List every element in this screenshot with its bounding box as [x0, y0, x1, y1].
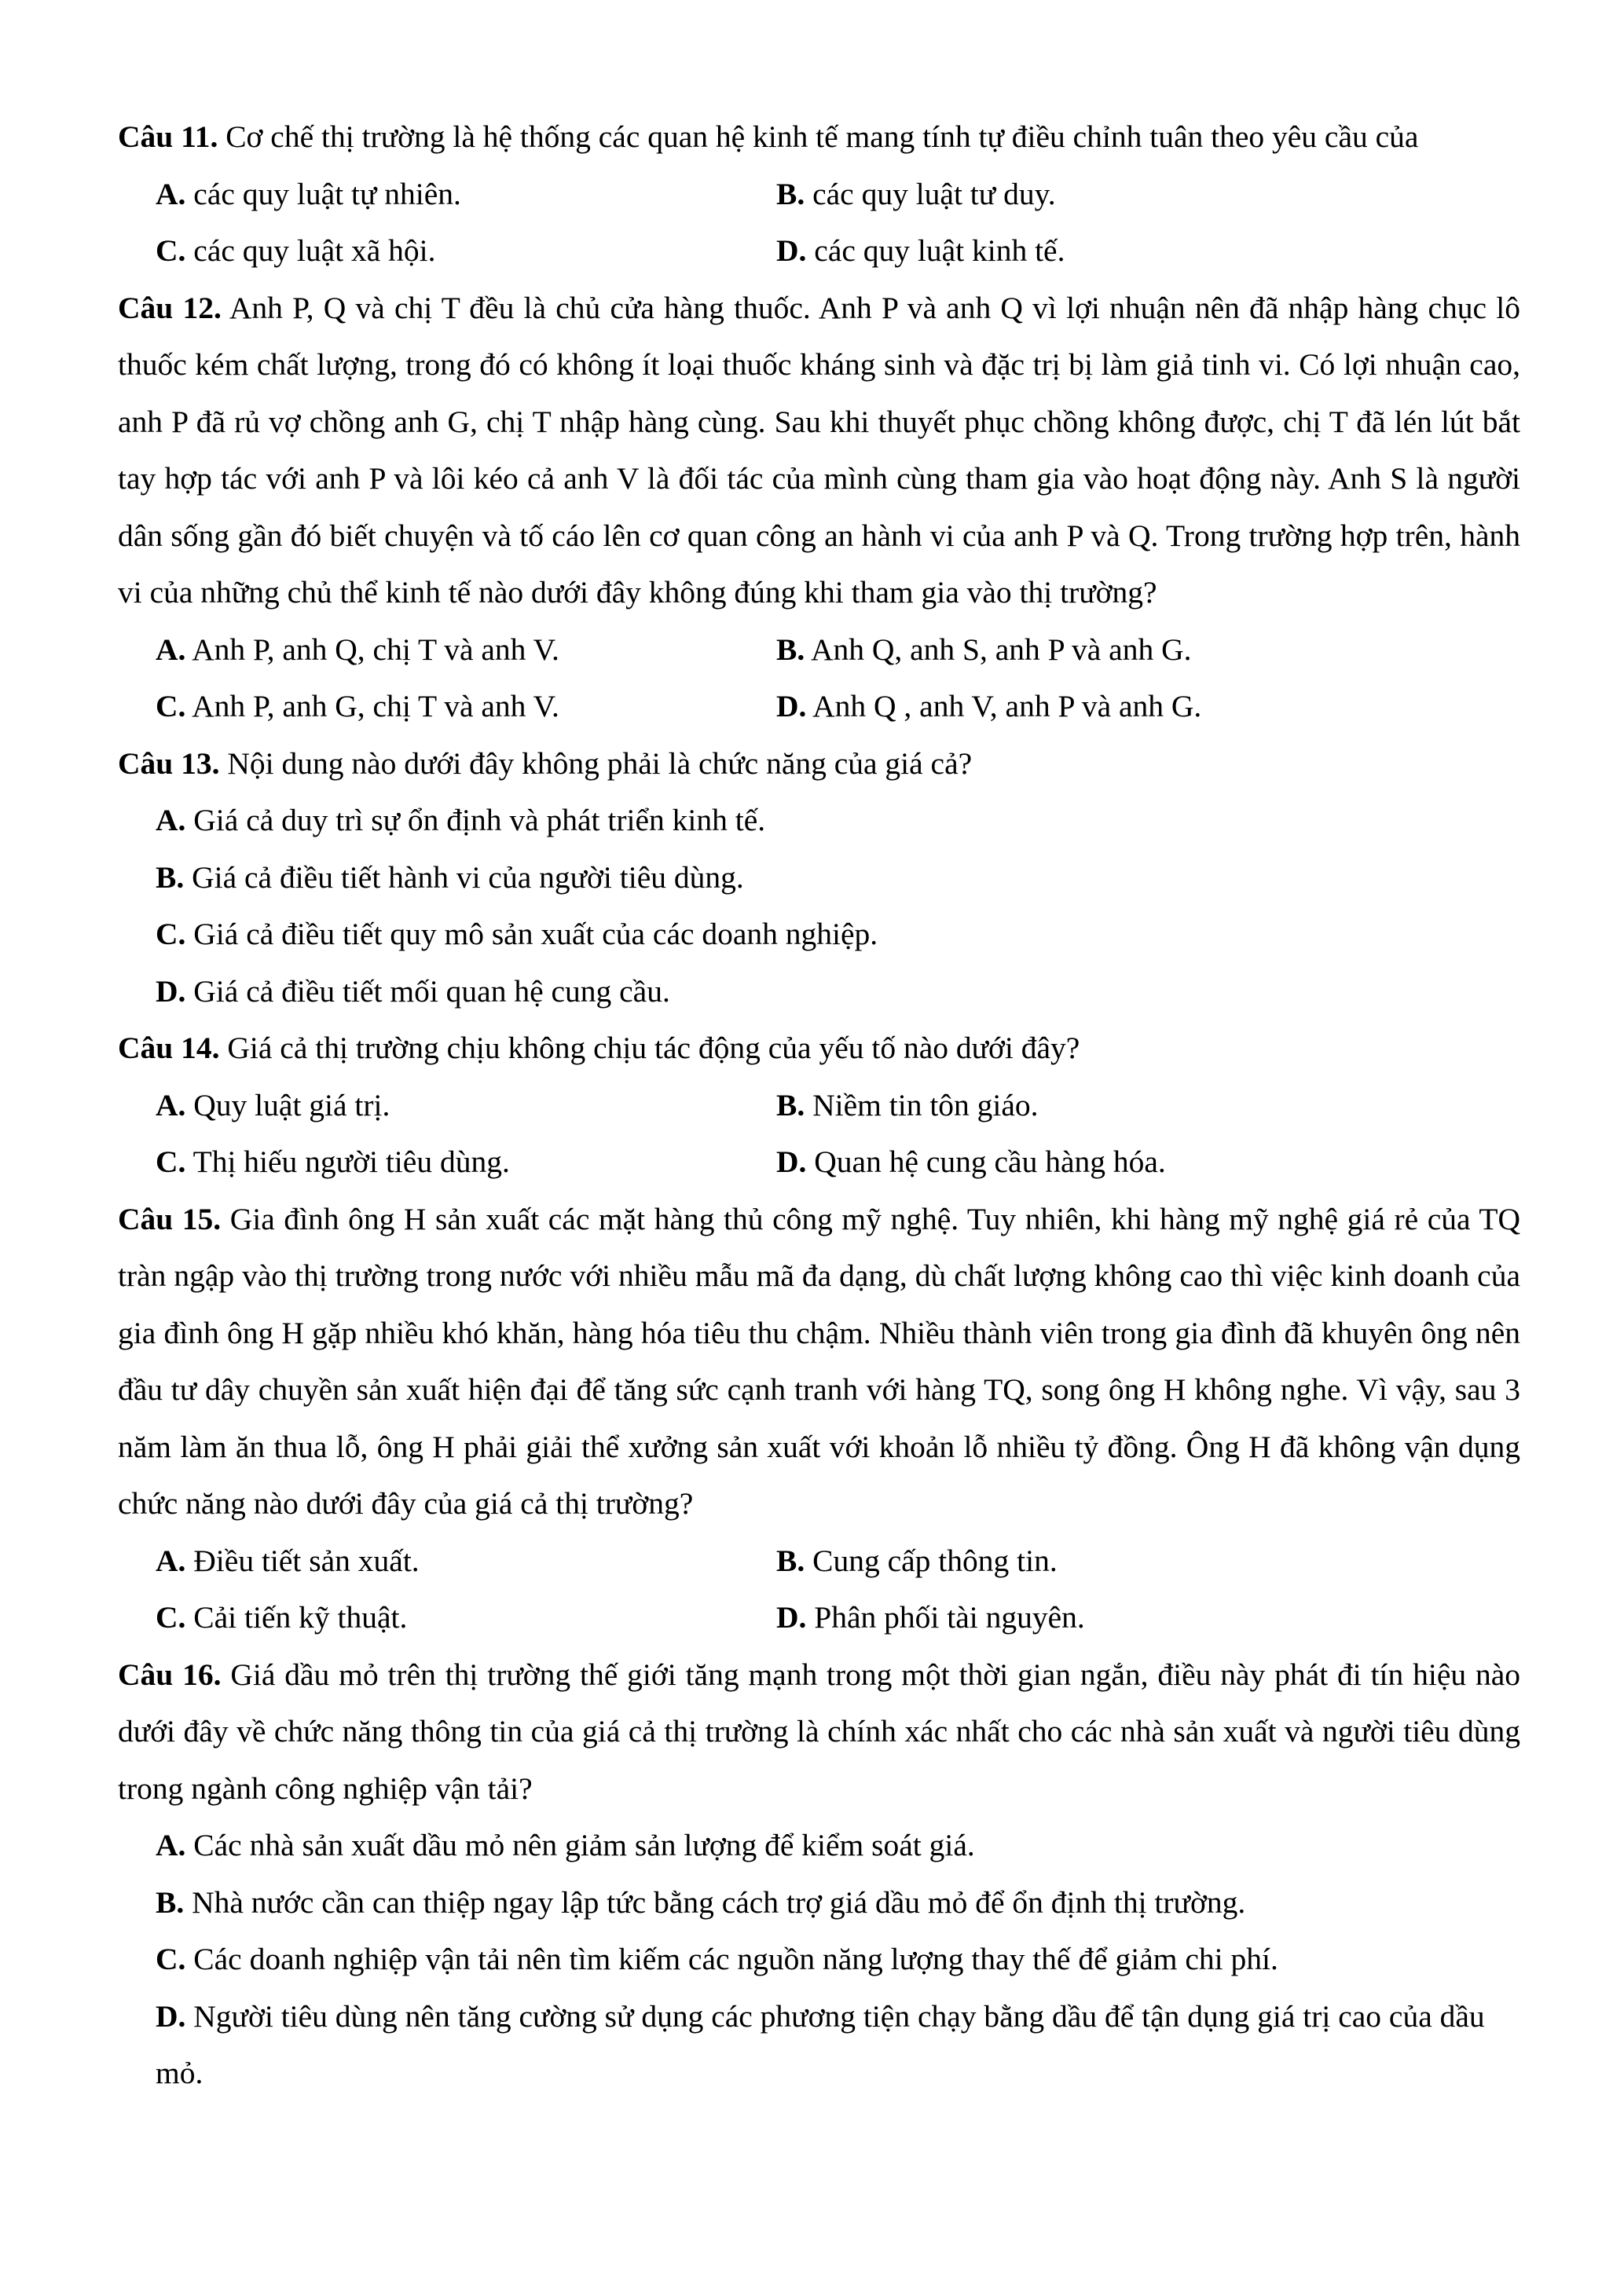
option-c: C. Giá cả điều tiết quy mô sản xuất của các doanh nghiệp. — [156, 917, 878, 951]
option-b: B. Nhà nước cần can thiệp ngay lập tức bằng cách trợ giá dầu mỏ để ổn định thị trường. — [156, 1884, 1246, 1920]
option-c: C. các quy luật xã hội. — [156, 233, 436, 268]
answer-options — [118, 1077, 1520, 1191]
option-a: A. Điều tiết sản xuất. — [156, 1543, 420, 1578]
option-d: D. Phân phối tài nguyên. — [776, 1600, 1085, 1635]
option-c: C. Anh P, anh G, chị T và anh V. — [156, 689, 559, 723]
question-15 — [118, 1191, 1520, 1646]
question-14 — [118, 1020, 1520, 1191]
question-number: Câu 12. — [118, 290, 222, 325]
question-number: Câu 15. — [118, 1201, 222, 1236]
option-b: B. Giá cả điều tiết hành vi của người tiêu dùng. — [156, 859, 744, 895]
option-a: A. Anh P, anh Q, chị T và anh V. — [156, 632, 559, 667]
answer-options — [118, 621, 1520, 735]
option-d: D. Anh Q , anh V, anh P và anh G. — [776, 689, 1202, 723]
question-text: Nội dung nào dưới đây không phải là chức năng của giá cả? — [227, 745, 973, 781]
question-13 — [118, 735, 1520, 1020]
answer-options — [118, 1817, 1520, 2102]
answer-options — [118, 792, 1520, 1020]
question-text: Giá cả thị trường chịu không chịu tác động của yếu tố nào dưới đây? — [227, 1031, 1080, 1065]
question-12 — [118, 280, 1520, 735]
option-c: C. Thị hiếu người tiêu dùng. — [156, 1144, 510, 1179]
option-b: B. Anh Q, anh S, anh P và anh G. — [776, 632, 1192, 667]
option-d: D. Giá cả điều tiết mối quan hệ cung cầu. — [156, 973, 670, 1009]
option-c: C. Các doanh nghiệp vận tải nên tìm kiếm các nguồn năng lượng thay thế để giảm chi phí. — [156, 1942, 1278, 1976]
answer-options — [118, 166, 1520, 280]
question-number: Câu 14. — [118, 1031, 220, 1065]
option-a: A. các quy luật tự nhiên. — [156, 176, 461, 211]
option-b: B. Cung cấp thông tin. — [776, 1543, 1058, 1578]
option-a: A. Các nhà sản xuất dầu mỏ nên giảm sản lượng để kiểm soát giá. — [156, 1828, 975, 1862]
question-text: Anh P, Q và chị T đều là chủ cửa hàng thuốc. Anh P và anh Q vì lợi nhuận nên đã nhập hàng chục lô thuốc kém chất lượng, trong đó có không ít loại thuốc kháng sinh và đặc trị bị làm giả tinh vi. Có lợi nhuận cao, anh P đã rủ vợ chồng anh G, chị T nhập hàng cùng. Sau khi thuyết phục chồng không được, chị T đã lén lút bắt tay hợp tác với anh P và lôi kéo cả anh V là đối tác của mình cùng tham gia vào hoạt động này. Anh S là người dân sống gần đó biết chuyện và tố cáo lên cơ quan công an hành vi của anh P và Q. Trong trường hợp trên, hành vi của những chủ thể kinh tế nào dưới đây không đúng khi tham gia vào thị trường? — [118, 290, 1520, 610]
question-number: Câu 13. — [118, 745, 220, 781]
question-11 — [118, 108, 1520, 280]
question-number: Câu 16. — [118, 1657, 222, 1692]
question-text: Cơ chế thị trường là hệ thống các quan hệ kinh tế mang tính tự điều chỉnh tuân theo yêu cầu của — [225, 119, 1419, 154]
exam-page — [118, 108, 1520, 2102]
option-d: D. các quy luật kinh tế. — [776, 233, 1065, 268]
option-b: B. Niềm tin tôn giáo. — [776, 1087, 1039, 1122]
option-a: A. Giá cả duy trì sự ổn định và phát triển kinh tế. — [156, 803, 766, 837]
question-number: Câu 11. — [118, 119, 218, 154]
option-d: D. Người tiêu dùng nên tăng cường sử dụng các phương tiện chạy bằng dầu để tận dụng giá trị cao của dầu mỏ. — [156, 1998, 1485, 2090]
question-16 — [118, 1646, 1520, 2102]
option-a: A. Quy luật giá trị. — [156, 1087, 390, 1122]
option-c: C. Cải tiến kỹ thuật. — [156, 1600, 408, 1635]
question-text: Gia đình ông H sản xuất các mặt hàng thủ công mỹ nghệ. Tuy nhiên, khi hàng mỹ nghệ giá rẻ của TQ tràn ngập vào thị trường trong nước với nhiều mẫu mã đa dạng, dù chất lượng không cao thì việc kinh doanh của gia đình ông H gặp nhiều khó khăn, hàng hóa tiêu thu chậm. Nhiều thành viên trong gia đình đã khuyên ông nên đầu tư dây chuyền sản xuất hiện đại để tăng sức cạnh tranh với hàng TQ, song ông H không nghe. Vì vậy, sau 3 năm làm ăn thua lỗ, ông H phải giải thể xưởng sản xuất với khoản lỗ nhiều tỷ đồng. Ông H đã không vận dụng chức năng nào dưới đây của giá cả thị trường? — [118, 1201, 1521, 1521]
question-text: Giá dầu mỏ trên thị trường thế giới tăng mạnh trong một thời gian ngắn, điều này phát đi tín hiệu nào dưới đây về chức năng thông tin của giá cả thị trường là chính xác nhất cho các nhà sản xuất và người tiêu dùng trong ngành công nghiệp vận tải? — [118, 1657, 1521, 1806]
answer-options — [118, 1532, 1520, 1646]
option-b: B. các quy luật tư duy. — [776, 176, 1056, 211]
option-d: D. Quan hệ cung cầu hàng hóa. — [776, 1144, 1166, 1179]
